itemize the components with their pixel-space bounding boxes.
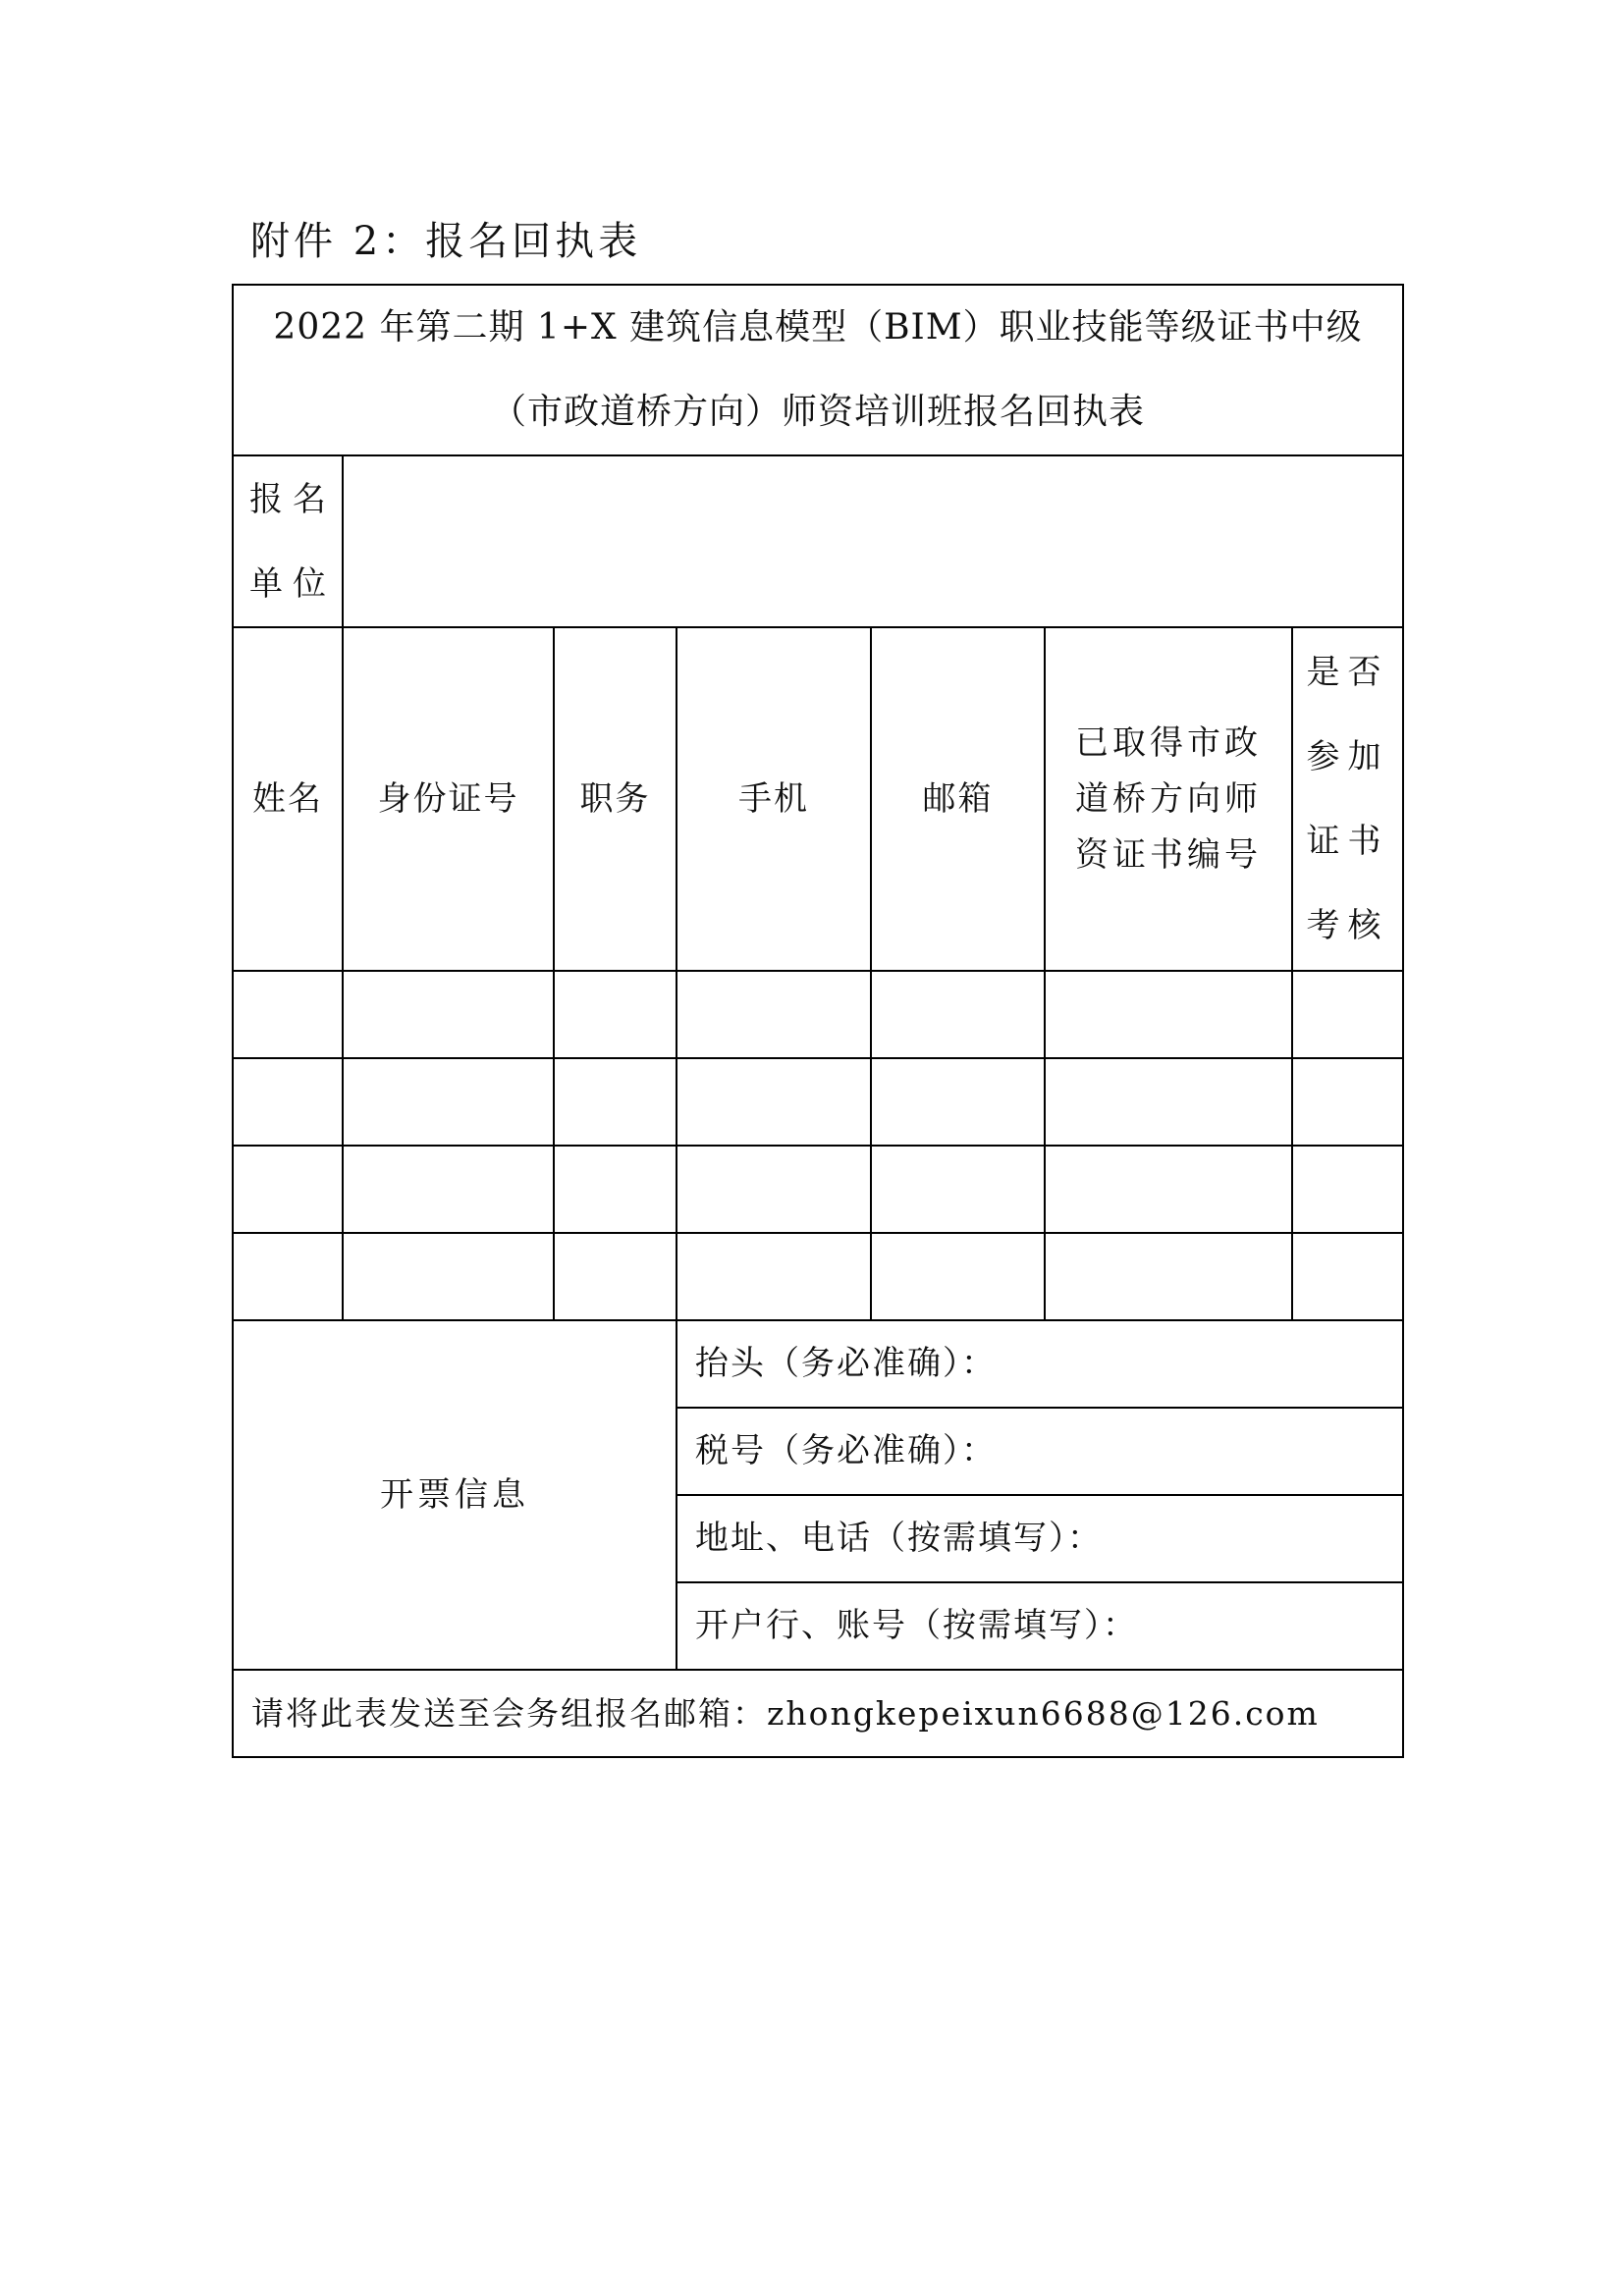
cell-cert-number[interactable] xyxy=(1045,1233,1292,1320)
cell-phone[interactable] xyxy=(677,1233,871,1320)
cell-id-number[interactable] xyxy=(343,971,554,1058)
cell-position[interactable] xyxy=(554,1233,677,1320)
cell-join-exam[interactable] xyxy=(1292,1058,1403,1146)
col-header-position: 职务 xyxy=(554,627,677,971)
col-header-email: 邮箱 xyxy=(871,627,1045,971)
cell-cert-number[interactable] xyxy=(1045,1146,1292,1233)
col-header-join-exam: 是否 参加 证书 考核 xyxy=(1292,627,1403,971)
table-row xyxy=(233,971,1403,1058)
invoice-address-phone-field[interactable]: 地址、电话（按需填写）： xyxy=(677,1495,1403,1582)
footer-instruction: 请将此表发送至会务组报名邮箱：zhongkepeixun6688@126.com xyxy=(233,1670,1403,1757)
cell-phone[interactable] xyxy=(677,971,871,1058)
col-header-name: 姓名 xyxy=(233,627,343,971)
cell-position[interactable] xyxy=(554,1146,677,1233)
unit-input[interactable] xyxy=(343,455,1403,627)
form-title xyxy=(233,285,1403,455)
cell-id-number[interactable] xyxy=(343,1146,554,1233)
invoice-tax-number-field[interactable]: 税号（务必准确）： xyxy=(677,1408,1403,1495)
invoice-label: 开票信息 xyxy=(233,1320,677,1670)
cell-name[interactable] xyxy=(233,971,343,1058)
cell-position[interactable] xyxy=(554,1058,677,1146)
cell-position[interactable] xyxy=(554,971,677,1058)
cell-name[interactable] xyxy=(233,1058,343,1146)
table-row xyxy=(233,1233,1403,1320)
form-title-line1: 2022 年第二期 1+X 建筑信息模型（BIM）职业技能等级证书中级 xyxy=(273,307,1363,347)
registration-form-table xyxy=(232,284,1404,1758)
cell-email[interactable] xyxy=(871,1058,1045,1146)
unit-label: 报名 单位 xyxy=(233,455,343,627)
cell-phone[interactable] xyxy=(677,1146,871,1233)
invoice-title-field[interactable]: 抬头（务必准确）： xyxy=(677,1320,1403,1408)
col-header-phone: 手机 xyxy=(677,627,871,971)
cell-email[interactable] xyxy=(871,971,1045,1058)
attachment-title: 附件 2：报名回执表 xyxy=(250,219,642,264)
cell-join-exam[interactable] xyxy=(1292,1146,1403,1233)
cell-join-exam[interactable] xyxy=(1292,1233,1403,1320)
cell-phone[interactable] xyxy=(677,1058,871,1146)
col-header-id-number: 身份证号 xyxy=(343,627,554,971)
invoice-bank-account-field[interactable]: 开户行、账号（按需填写）： xyxy=(677,1582,1403,1670)
cell-cert-number[interactable] xyxy=(1045,971,1292,1058)
cell-cert-number[interactable] xyxy=(1045,1058,1292,1146)
table-row xyxy=(233,1058,1403,1146)
cell-join-exam[interactable] xyxy=(1292,971,1403,1058)
form-title-line2: （市政道桥方向）师资培训班报名回执表 xyxy=(491,392,1146,432)
cell-id-number[interactable] xyxy=(343,1233,554,1320)
col-header-cert-number: 已取得市政 道桥方向师 资证书编号 xyxy=(1045,627,1292,971)
cell-email[interactable] xyxy=(871,1146,1045,1233)
cell-name[interactable] xyxy=(233,1146,343,1233)
cell-name[interactable] xyxy=(233,1233,343,1320)
cell-email[interactable] xyxy=(871,1233,1045,1320)
cell-id-number[interactable] xyxy=(343,1058,554,1146)
table-row xyxy=(233,1146,1403,1233)
